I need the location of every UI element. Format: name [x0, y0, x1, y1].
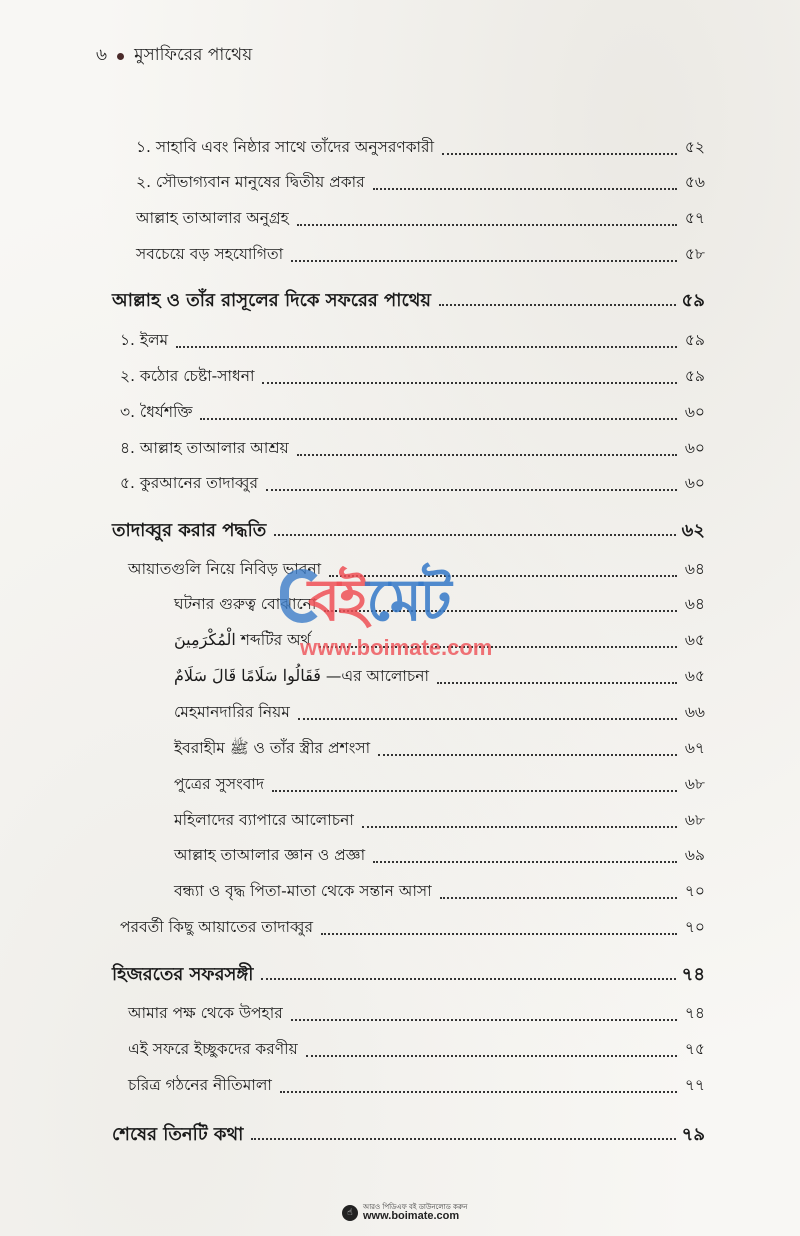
- toc-entry-title: সবচেয়ে বড় সহযোগিতা: [136, 245, 284, 263]
- dot-leader: [251, 1138, 675, 1140]
- dot-leader: [378, 754, 677, 756]
- dot-leader: [373, 188, 677, 190]
- dot-leader: [266, 489, 677, 491]
- toc-entry[interactable]: [128, 1001, 705, 1031]
- toc-entry-title: ২. কঠোর চেষ্টা-সাধনা: [120, 367, 255, 385]
- toc-chapter[interactable]: [112, 286, 705, 316]
- toc-entry-title: ২. সৌভাগ্যবান মানুষের দ্বিতীয় প্রকার: [136, 173, 365, 191]
- toc-subentry-page: ৬৪: [684, 595, 705, 613]
- toc-chapter-page: ৭৯: [681, 1124, 705, 1145]
- toc-entry-title: পরবর্তী কিছু আয়াতের তাদাব্বুর: [120, 918, 314, 936]
- dot-leader: [291, 260, 677, 262]
- dot-leader: [176, 346, 677, 348]
- dot-leader: [321, 933, 677, 935]
- dot-leader: [272, 790, 677, 792]
- toc-entry-title: আল্লাহ তাআলার অনুগ্রহ: [136, 209, 289, 227]
- dot-leader: [261, 978, 675, 980]
- toc-chapter-title: শেষের তিনটি কথা: [112, 1124, 244, 1145]
- toc-chapter-page: ৭৪: [681, 964, 705, 985]
- toc-chapter[interactable]: [112, 516, 705, 546]
- toc-entry-title: চরিত্র গঠনের নীতিমালা: [128, 1076, 272, 1094]
- toc-chapter-title: আল্লাহ ও তাঁর রাসূলের দিকে সফরের পাথেয়: [112, 290, 431, 311]
- dot-leader: [298, 718, 677, 720]
- toc-entry[interactable]: [136, 170, 705, 200]
- toc-subentry[interactable]: [174, 808, 705, 838]
- toc-entry-page: ৫৯: [684, 367, 705, 385]
- dot-leader: [439, 304, 676, 306]
- watermark-logo-part2: মেট: [366, 566, 450, 634]
- footer-download-badge[interactable]: [342, 1204, 467, 1222]
- toc-entry-page: ৭৭: [684, 1076, 705, 1094]
- toc-entry[interactable]: [120, 436, 705, 466]
- arabic-term: فَقَالُوا سَلَامًا قَالَ سَلَامٌ: [174, 666, 321, 685]
- toc-entry[interactable]: [120, 400, 705, 430]
- dot-leader: [437, 682, 677, 684]
- running-head: [96, 42, 252, 70]
- toc-entry-page: ৭০: [684, 918, 705, 936]
- page-number: ৬: [96, 45, 108, 65]
- toc-subentry-title: বন্ধ্যা ও বৃদ্ধ পিতা-মাতা থেকে সন্তান আসা: [174, 882, 432, 900]
- toc-entry[interactable]: [120, 364, 705, 394]
- toc-entry-page: ৫৮: [684, 245, 705, 263]
- dot-leader: [440, 897, 677, 899]
- dot-leader: [280, 1091, 677, 1093]
- toc-entry-title: আয়াতগুলি নিয়ে নিবিড় ভাবনা: [128, 560, 322, 578]
- bullet-icon: [117, 53, 124, 60]
- toc-subentry-title: ইবরাহীম ﷺ ও তাঁর স্ত্রীর প্রশংসা: [174, 739, 371, 757]
- toc-entry-page: ৬০: [684, 403, 705, 421]
- toc-chapter-page: ৫৯: [681, 290, 705, 311]
- dot-leader: [324, 610, 677, 612]
- toc-entry-page: ৬৪: [684, 560, 705, 578]
- dot-leader: [297, 224, 677, 226]
- toc-subentry[interactable]: [174, 664, 705, 694]
- toc-subentry-title: আল্লাহ তাআলার জ্ঞান ও প্রজ্ঞা: [174, 846, 366, 864]
- toc-entry-page: ৫৬: [684, 173, 705, 191]
- toc-subentry-page: ৬৮: [684, 775, 705, 793]
- toc-subentry[interactable]: [174, 736, 705, 766]
- footer-tagline: আরও পিডিএফ বই ডাউনলোড করুন: [363, 1203, 468, 1211]
- toc-entry[interactable]: [136, 242, 705, 272]
- toc-entry-page: ৫২: [684, 138, 705, 156]
- toc-subentry-title: পুত্রের সুসংবাদ: [174, 775, 265, 793]
- toc-chapter[interactable]: [112, 960, 705, 990]
- toc-entry[interactable]: [128, 557, 705, 587]
- toc-subentry[interactable]: [174, 879, 705, 909]
- watermark-logo-part1: বই: [308, 566, 367, 634]
- dot-leader: [373, 861, 677, 863]
- toc-entry-title: ১. ইলম: [120, 331, 169, 349]
- toc-entry[interactable]: [128, 1073, 705, 1103]
- dot-leader: [329, 575, 677, 577]
- toc-subentry[interactable]: [174, 772, 705, 802]
- toc-entry-page: ৫৭: [684, 209, 705, 227]
- footer-url[interactable]: www.boimate.com: [363, 1210, 460, 1222]
- toc-subentry[interactable]: [174, 843, 705, 873]
- dot-leader: [262, 382, 677, 384]
- toc-entry-title: ৩. ধৈর্যশক্তি: [120, 403, 193, 421]
- toc-entry-page: ৭৫: [684, 1040, 705, 1058]
- watermark-url: www.boimate.com: [300, 635, 493, 660]
- toc-chapter-title: তাদাব্বুর করার পদ্ধতি: [112, 520, 267, 541]
- toc-entry-title: ৪. আল্লাহ তাআলার আশ্রয়: [120, 439, 289, 457]
- arabic-term: الْمُكْرَمِينَ: [174, 630, 236, 649]
- toc-subentry-page: ৬৭: [684, 739, 705, 757]
- dot-leader: [306, 1055, 677, 1057]
- toc-subentry-page: ৬৬: [684, 703, 705, 721]
- toc-entry-page: ৬০: [684, 439, 705, 457]
- toc-chapter[interactable]: [112, 1120, 705, 1150]
- toc-subentry-title: [174, 664, 433, 690]
- toc-entry-title: ১. সাহাবি এবং নিষ্ঠার সাথে তাঁদের অনুসরণকারী: [136, 138, 435, 156]
- dot-leader: [319, 646, 677, 648]
- dot-leader: [291, 1019, 677, 1021]
- toc-entry[interactable]: [120, 328, 705, 358]
- toc-subentry-title: ঘটনার গুরুত্ব বোঝানো: [174, 595, 317, 613]
- toc-entry-title: আমার পক্ষ থেকে উপহার: [128, 1004, 283, 1022]
- toc-chapter-title: হিজরতের সফরসঙ্গী: [112, 964, 254, 985]
- hand-pointer-icon: ☝: [342, 1205, 358, 1221]
- dot-leader: [297, 454, 677, 456]
- toc-entry[interactable]: [120, 915, 705, 945]
- toc-subentry[interactable]: [174, 592, 705, 622]
- toc-subentry-page: ৬৯: [684, 846, 705, 864]
- toc-subentry-page: ৬৫: [684, 631, 705, 649]
- toc-subentry-page: ৬৮: [684, 811, 705, 829]
- toc-subentry[interactable]: [174, 700, 705, 730]
- dot-leader: [362, 826, 677, 828]
- toc-subentry-text: —এর আলোচনা: [325, 667, 430, 685]
- toc-entry-page: ৬০: [684, 474, 705, 492]
- toc-subentry-text: শব্দটির অর্থ: [240, 631, 311, 649]
- dot-leader: [274, 534, 675, 536]
- dot-leader: [442, 153, 677, 155]
- toc-entry-page: ৫৯: [684, 331, 705, 349]
- toc-subentry-title: মেহমানদারির নিয়ম: [174, 703, 290, 721]
- toc-chapter-page: ৬২: [681, 520, 705, 541]
- toc-subentry-page: ৬৫: [684, 667, 705, 685]
- toc-subentry-title: মহিলাদের ব্যাপারে আলোচনা: [174, 811, 354, 829]
- dot-leader: [200, 418, 677, 420]
- book-title: মুসাফিরের পাথেয়: [134, 45, 253, 65]
- toc-entry-title: এই সফরে ইচ্ছুকদের করণীয়: [128, 1040, 298, 1058]
- toc-subentry-title: [174, 628, 315, 654]
- toc-entry-title: ৫. কুরআনের তাদাব্বুর: [120, 474, 259, 492]
- toc-entry[interactable]: [128, 1037, 705, 1067]
- toc-entry[interactable]: [136, 135, 705, 165]
- toc-entry[interactable]: [136, 206, 705, 236]
- toc-entry[interactable]: [120, 471, 705, 501]
- toc-subentry-page: ৭০: [684, 882, 705, 900]
- toc-subentry[interactable]: [174, 628, 705, 658]
- toc-entry-page: ৭৪: [684, 1004, 705, 1022]
